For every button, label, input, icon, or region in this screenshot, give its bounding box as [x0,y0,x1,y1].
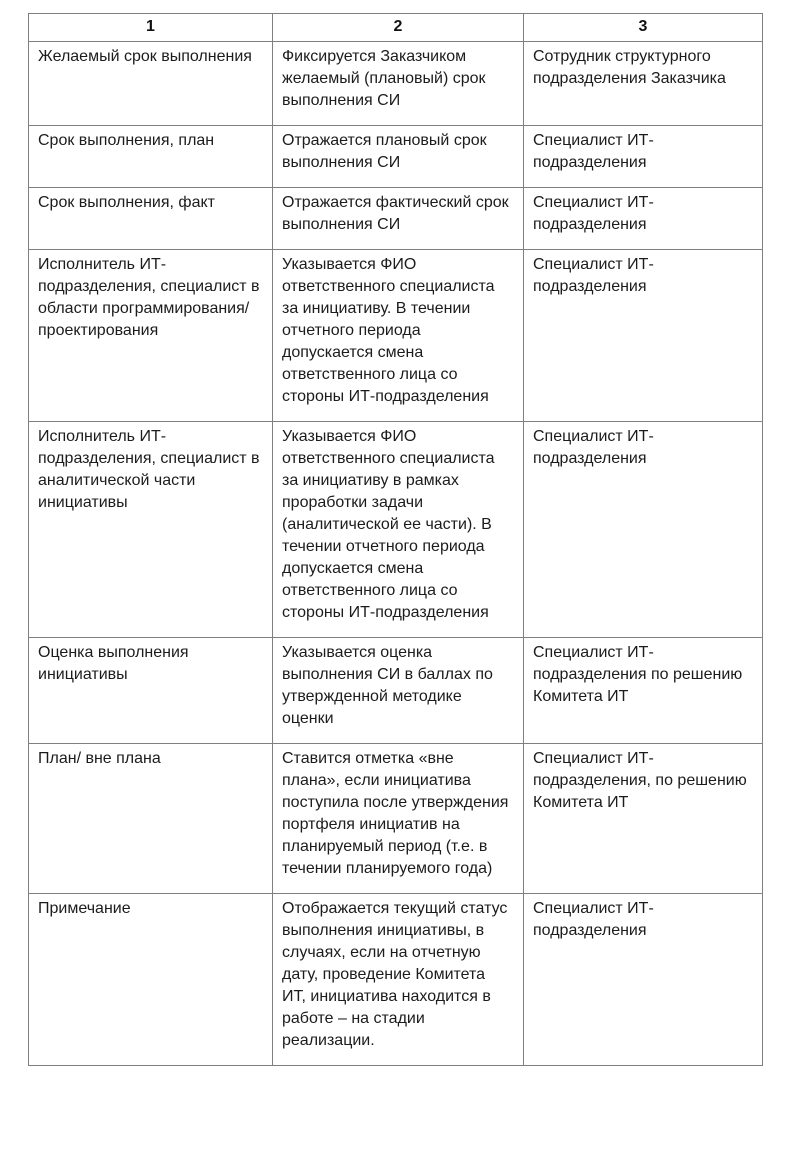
table-body [29,42,763,1066]
table-cell: Указывается ФИО ответственного специалиста за инициативу. В течении отчетного периода допускается смена ответственного лица со стороны ИТ-подразделения [273,250,524,422]
table-head [29,14,763,42]
table-row [29,638,763,744]
table-cell: Отражается фактический срок выполнения СИ [273,188,524,250]
column-header: 1 [29,14,273,42]
column-header: 2 [273,14,524,42]
table-row [29,188,763,250]
table-cell: Исполнитель ИТ-подразделения, специалист в аналитической части инициативы [29,422,273,638]
table-row [29,42,763,126]
table-cell: Отражается плановый срок выполнения СИ [273,126,524,188]
table-cell: Специалист ИТ-подразделения [524,422,763,638]
table-cell: Отображается текущий статус выполнения инициативы, в случаях, если на отчетную дату, проведение Комитета ИТ, инициатива находится в работе – на стадии реализации. [273,894,524,1066]
table-cell: Ставится отметка «вне плана», если инициатива поступила после утверждения портфеля инициатив на планируемый период (т.е. в течении планируемого года) [273,744,524,894]
table-cell: Указывается оценка выполнения СИ в баллах по утвержденной методике оценки [273,638,524,744]
table-cell: Сотрудник структурного подразделения Заказчика [524,42,763,126]
table-cell: Примечание [29,894,273,1066]
table-cell: Специалист ИТ-подразделения [524,126,763,188]
fields-table [28,13,763,1066]
table-cell: Оценка выполнения инициативы [29,638,273,744]
table-cell: Указывается ФИО ответственного специалиста за инициативу в рамках проработки задачи (аналитической ее части). В течении отчетного периода допускается смена ответственного лица со стороны ИТ-подразделения [273,422,524,638]
table-cell: Желаемый срок выполнения [29,42,273,126]
table-row [29,126,763,188]
table-cell: Специалист ИТ-подразделения, по решению Комитета ИТ [524,744,763,894]
table-cell: Специалист ИТ-подразделения по решению Комитета ИТ [524,638,763,744]
table-cell: План/ вне плана [29,744,273,894]
table-cell: Срок выполнения, план [29,126,273,188]
table-cell: Исполнитель ИТ-подразделения, специалист в области программирования/ проектирования [29,250,273,422]
column-header: 3 [524,14,763,42]
table-row [29,894,763,1066]
table-cell: Специалист ИТ-подразделения [524,250,763,422]
table-row [29,744,763,894]
table-cell: Специалист ИТ-подразделения [524,894,763,1066]
table-row [29,422,763,638]
table-header-row [29,14,763,42]
table-cell: Срок выполнения, факт [29,188,273,250]
table-cell: Специалист ИТ-подразделения [524,188,763,250]
table-row [29,250,763,422]
table-cell: Фиксируется Заказчиком желаемый (плановый) срок выполнения СИ [273,42,524,126]
